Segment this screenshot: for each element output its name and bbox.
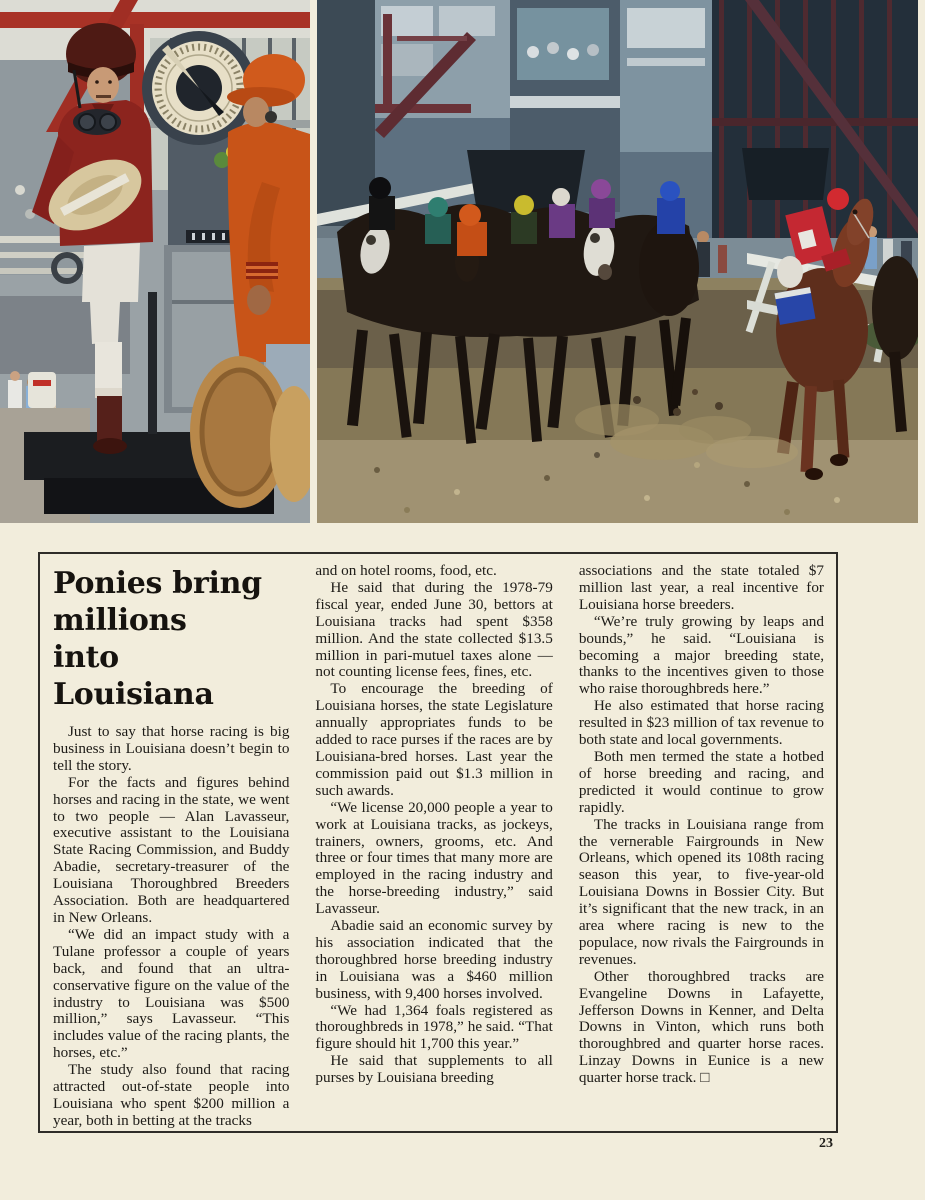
paragraph: Both men termed the state a hotbed of horse breeding and racing, and predicted it would continue to grow rapidly.: [578, 747, 824, 816]
weighing-in-illustration: [0, 0, 310, 523]
paragraph: Other thoroughbred tracks are Evangeline Downs in Lafayette, Jefferson Downs in Kenner, and Delta Downs in Vinton, which runs both thoroughbred and quarter horse races. Linzay Downs in Eunice is a new quarter horse track. □: [578, 967, 824, 1087]
paragraph: “We license 20,000 people a year to work at Louisiana tracks, as jockeys, trainers, owners, grooms, etc. And three or four times that many more are employed in the racing industry and the horse-breeding industry,” said Lavasseur.: [315, 798, 553, 918]
paragraph: For the facts and figures behind horses and racing in the state, we went to two people — Alan Lavasseur, executive assistant to the Louisiana State Racing Commission, and Buddy Abadie, secretary-treasurer of the Louisiana Thoroughbred Breeders Association. Both are headquartered in New Orleans.: [53, 773, 290, 926]
race-illustration: [317, 0, 918, 523]
paragraph: Just to say that horse racing is big business in Louisiana doesn’t begin to tell the story.: [53, 723, 290, 774]
article-column-2: [315, 563, 552, 1125]
paragraph: The study also found that racing attracted out-of-state people into Louisiana who spent $200 million a year, both in betting at the tracks: [53, 1061, 290, 1129]
paragraph: He said that supplements to all purses by Louisiana breeding: [315, 1052, 553, 1087]
article-column-3: [579, 563, 824, 1125]
page-number: 23: [819, 1136, 833, 1151]
photo-weighing-in: [0, 0, 310, 523]
article-column-1-body: [53, 724, 289, 1130]
title-line: Ponies bring: [53, 566, 262, 601]
article-column-1: [53, 563, 290, 1129]
paragraph: He also estimated that horse racing resulted in $23 million of tax revenue to both state and local governments.: [578, 697, 824, 749]
paragraph: He said that during the 1978-79 fiscal year, ended June 30, bettors at Louisiana tracks had spent $358 million. And the state collected $13.5 million in pari-mutuel taxes alone — not counting license fees, fines, etc.: [315, 578, 553, 681]
paragraph: associations and the state totaled $7 million last year, a real incentive for Louisiana horse breeders.: [578, 562, 824, 613]
paragraph: “We had 1,364 foals registered as thoroughbreds in 1978,” he said. “That figure should hit 1,700 this year.”: [315, 1001, 553, 1053]
paragraph: The tracks in Louisiana range from the vernerable Fairgrounds in New Orleans, which opened its 108th racing season this year, to five-year-old Louisiana Downs in Bossier City. But it’s significant that the new track, in an area where racing is new to the populace, now rivals the Fairgrounds in revenues.: [578, 815, 824, 968]
paragraph: “We did an impact study with a Tulane professor a couple of years back, and found that an ultra-conservative figure on the value of the industry to Louisiana was $500 million,” says Lavasseur. “This includes value of the racing plants, the horses, etc.”: [53, 925, 290, 1062]
title-line: millions: [53, 603, 187, 638]
article-box: [38, 552, 838, 1133]
paragraph: and on hotel rooms, food, etc.: [315, 562, 497, 579]
photo-race: [317, 0, 918, 523]
title-line: into: [53, 640, 119, 675]
title-line: Louisiana: [53, 677, 214, 712]
paragraph: “We’re truly growing by leaps and bounds,” he said. “Louisiana is becoming a major breeding state, thanks to the incentives given to those who raise thoroughbreds here.”: [578, 612, 824, 698]
paragraph: Abadie said an economic survey by his association indicated that the thoroughbred horse breeding industry in Louisiana was a $460 million business, with 9,400 horses involved.: [315, 917, 553, 1002]
article-title: [53, 565, 289, 713]
paragraph: To encourage the breeding of Louisiana horses, the state Legislature annually appropriates funds to be added to race purses if the races are by Louisiana-bred horses. Last year the commission paid out $1.3 million in such awards.: [315, 680, 553, 799]
